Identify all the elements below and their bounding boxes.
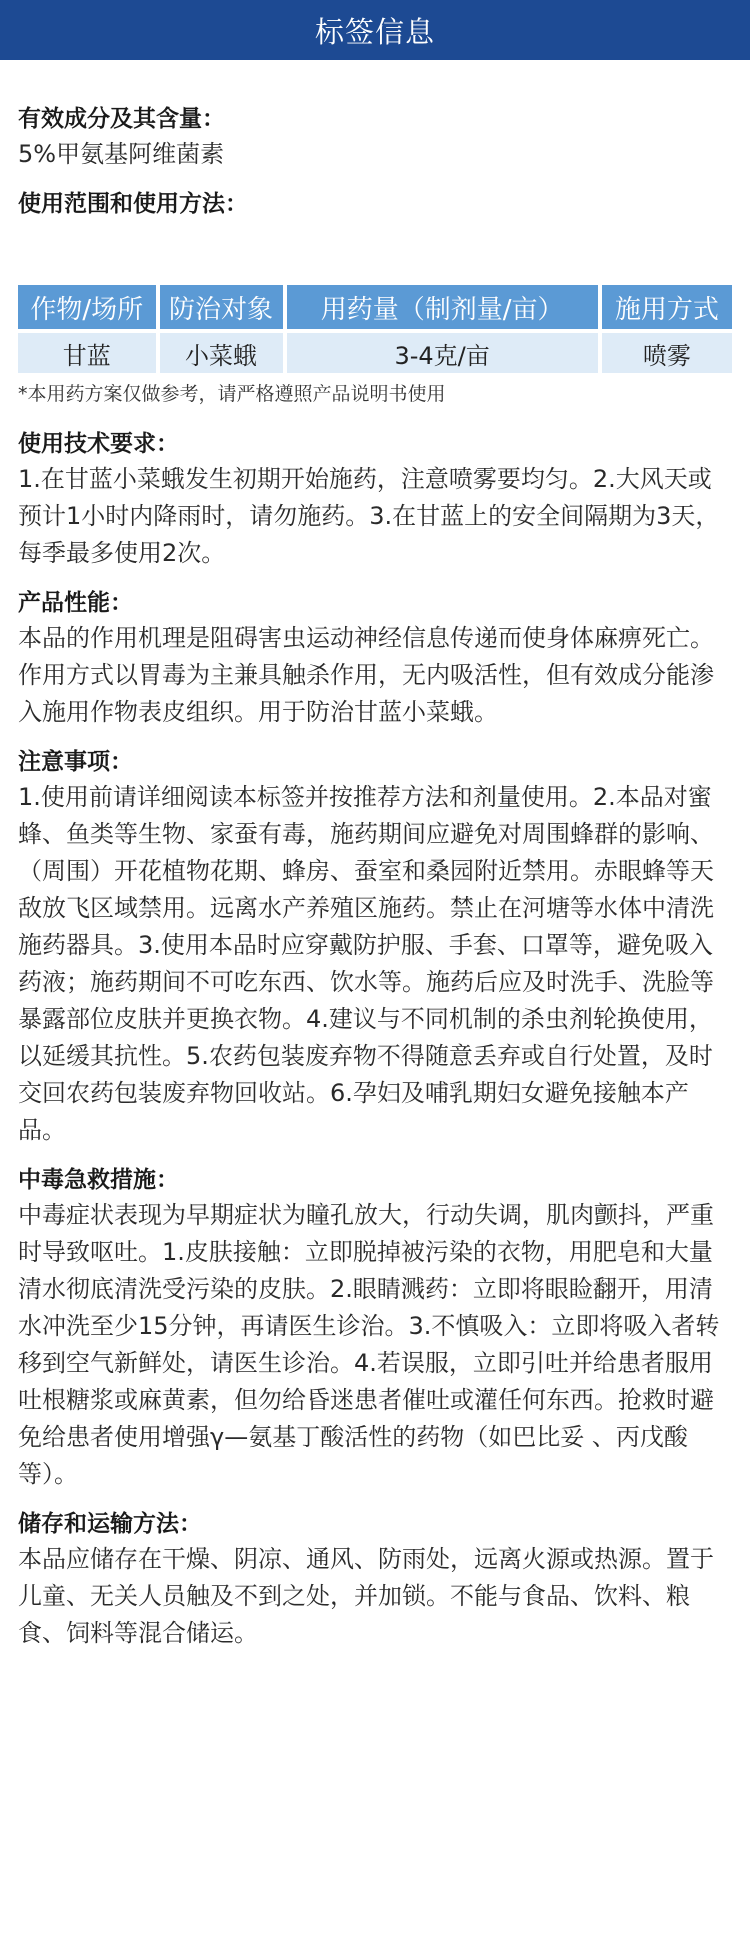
first-aid-text: 中毒症状表现为早期症状为瞳孔放大，行动失调，肌肉颤抖，严重时导致呕吐。1.皮肤接触：立即脱掉被污染的衣物，用肥皂和大量清水彻底清洗受污染的皮肤。2.眼睛溅药：立即将眼睑翻开，用清水冲洗至少15分钟，再请医生诊治。3.不慎吸入：立即将吸入者转移到空气新鲜处，请医生诊治。4.若误服，立即引吐并给患者服用吐根糖浆或麻黄素，但勿给昏迷患者催吐或灌任何东西。抢救时避免给患者使用增强γ—氨基丁酸活性的药物（如巴比妥 、丙戊酸等）。 — [18, 1201, 720, 1488]
cautions-text: 1.使用前请详细阅读本标签并按推荐方法和剂量使用。2.本品对蜜蜂、鱼类等生物、家蚕有毒，施药期间应避免对周围蜂群的影响、（周围）开花植物花期、蜂房、蚕室和桑园附近禁用。赤眼蜂等天敌放飞区域禁用。远离水产养殖区施药。禁止在河塘等水体中清洗施药器具。3.使用本品时应穿戴防护服、手套、口罩等，避免吸入药液；施药期间不可吃东西、饮水等。施药后应及时洗手、洗脸等暴露部位皮肤并更换衣物。4.建议与不同机制的杀虫剂轮换使用，以延缓其抗性。5.农药包装废弃物不得随意丢弃或自行处置，及时交回农药包装废弃物回收站。6.孕妇及哺乳期妇女避免接触本产品。 — [18, 783, 714, 1144]
usage-scope-title: 使用范围和使用方法： — [18, 191, 248, 217]
dose-cell-crop: 甘蓝 — [18, 329, 156, 373]
dose-table-header-row — [18, 285, 732, 329]
page-header — [0, 0, 750, 60]
dose-cell-method: 喷雾 — [602, 329, 732, 373]
ingredient-title: 有效成分及其含量： — [18, 106, 225, 132]
dose-header-method: 施用方式 — [602, 285, 732, 329]
tech-text: 1.在甘蓝小菜蛾发生初期开始施药，注意喷雾要均匀。2.大风天或预计1小时内降雨时，请勿施药。3.在甘蓝上的安全间隔期为3天，每季最多使用2次。 — [18, 465, 720, 567]
dose-header-target: 防治对象 — [160, 285, 283, 329]
storage-text: 本品应储存在干燥、阴凉、通风、防雨处，远离火源或热源。置于儿童、无关人员触及不到之处，并加锁。不能与食品、饮料、粮食、饲料等混合储运。 — [18, 1545, 714, 1647]
storage-section — [18, 1507, 732, 1652]
dose-header-crop: 作物/场所 — [18, 285, 156, 329]
label-content — [0, 102, 750, 1652]
cautions-section — [18, 745, 732, 1149]
first-aid-title: 中毒急救措施： — [18, 1167, 179, 1193]
usage-scope-section — [18, 187, 732, 221]
performance-title: 产品性能： — [18, 590, 133, 616]
page-title: 标签信息 — [314, 14, 435, 49]
first-aid-section — [18, 1163, 732, 1493]
dose-header-dosage: 用药量（制剂量/亩） — [287, 285, 598, 329]
tech-section — [18, 427, 732, 572]
tech-title: 使用技术要求： — [18, 431, 179, 457]
table-row — [18, 329, 732, 373]
dose-table-note: *本用药方案仅做参考，请严格遵照产品说明书使用 — [18, 383, 446, 405]
ingredient-value: 5%甲氨基阿维菌素 — [18, 140, 225, 168]
performance-section — [18, 586, 732, 731]
dose-cell-dosage: 3-4克/亩 — [287, 329, 598, 373]
performance-text: 本品的作用机理是阻碍害虫运动神经信息传递而使身体麻痹死亡。作用方式以胃毒为主兼具触杀作用，无内吸活性，但有效成分能渗入施用作物表皮组织。用于防治甘蓝小菜蛾。 — [18, 624, 714, 726]
ingredient-section — [18, 102, 732, 173]
dose-cell-target: 小菜蛾 — [160, 329, 283, 373]
cautions-title: 注意事项： — [18, 749, 133, 775]
dose-table — [14, 285, 736, 373]
storage-title: 储存和运输方法： — [18, 1511, 202, 1537]
